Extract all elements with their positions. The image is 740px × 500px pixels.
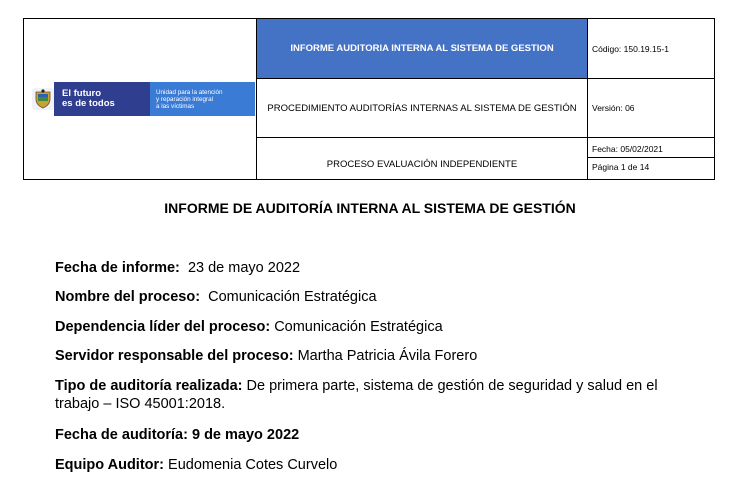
brand-slogan (54, 82, 150, 116)
report-title-cell: INFORME AUDITORIA INTERNA AL SISTEMA DE GESTION (257, 19, 588, 79)
version-cell: Versión: 06 (588, 79, 715, 138)
date-text: Fecha: 05/02/2021 (588, 141, 714, 158)
procedure-cell: PROCEDIMIENTO AUDITORÍAS INTERNAS AL SISTEMA DE GESTIÓN (257, 79, 588, 138)
process-name-value: Comunicación Estratégica (208, 289, 377, 305)
lead-dependency-value: Comunicación Estratégica (274, 319, 443, 335)
brand-line-2: es de todos (62, 98, 115, 109)
process-name-label: Nombre del proceso: (55, 289, 201, 305)
responsible-label: Servidor responsable del proceso: (55, 348, 294, 364)
document-header-table (23, 18, 715, 180)
process-name-field (55, 288, 695, 306)
agency-line-3: a las víctimas (156, 102, 195, 110)
coat-of-arms-icon (32, 88, 54, 110)
report-date-value: 23 de mayo 2022 (187, 260, 301, 276)
audit-type-label: Tipo de auditoría realizada: (55, 378, 243, 394)
audit-team-value: Eudomenia Cotes Curvelo (168, 457, 338, 473)
lead-dependency-field (55, 318, 695, 336)
process-cell (257, 138, 588, 180)
audit-type-value: De primera parte, sistema de gestión de seguridad y salud en el trabajo – ISO 45001:2018. (55, 378, 658, 412)
agency-line-1: Unidad para la atención (156, 88, 223, 96)
audit-team-field (55, 456, 695, 474)
lead-dependency-label: Dependencia líder del proceso: (55, 319, 271, 335)
report-date-label: Fecha de informe: (55, 260, 180, 276)
audit-date-field (55, 426, 695, 444)
process-text: PROCESO EVALUACIÓN INDEPENDIENTE (326, 159, 518, 170)
code-cell: Código: 150.19.15-1 (588, 19, 715, 79)
page-number-text: Página 1 de 14 (592, 162, 650, 172)
brand-line-1: El futuro (62, 88, 102, 99)
responsible-field (55, 347, 695, 365)
responsible-value: Martha Patricia Ávila Forero (297, 348, 478, 364)
date-page-cell (588, 138, 715, 180)
organization-logo (32, 82, 256, 116)
audit-team-label: Equipo Auditor: (55, 457, 164, 473)
audit-date-label: Fecha de auditoría: (55, 427, 188, 443)
logo-cell (24, 19, 257, 180)
agency-line-2: y reparación integral (156, 95, 214, 103)
audit-type-field (55, 377, 695, 413)
agency-name (150, 82, 255, 116)
report-date-field (55, 259, 695, 277)
document-title: INFORME DE AUDITORÍA INTERNA AL SISTEMA DE GESTIÓN (164, 200, 576, 216)
audit-date-value: 9 de mayo 2022 (191, 427, 300, 443)
